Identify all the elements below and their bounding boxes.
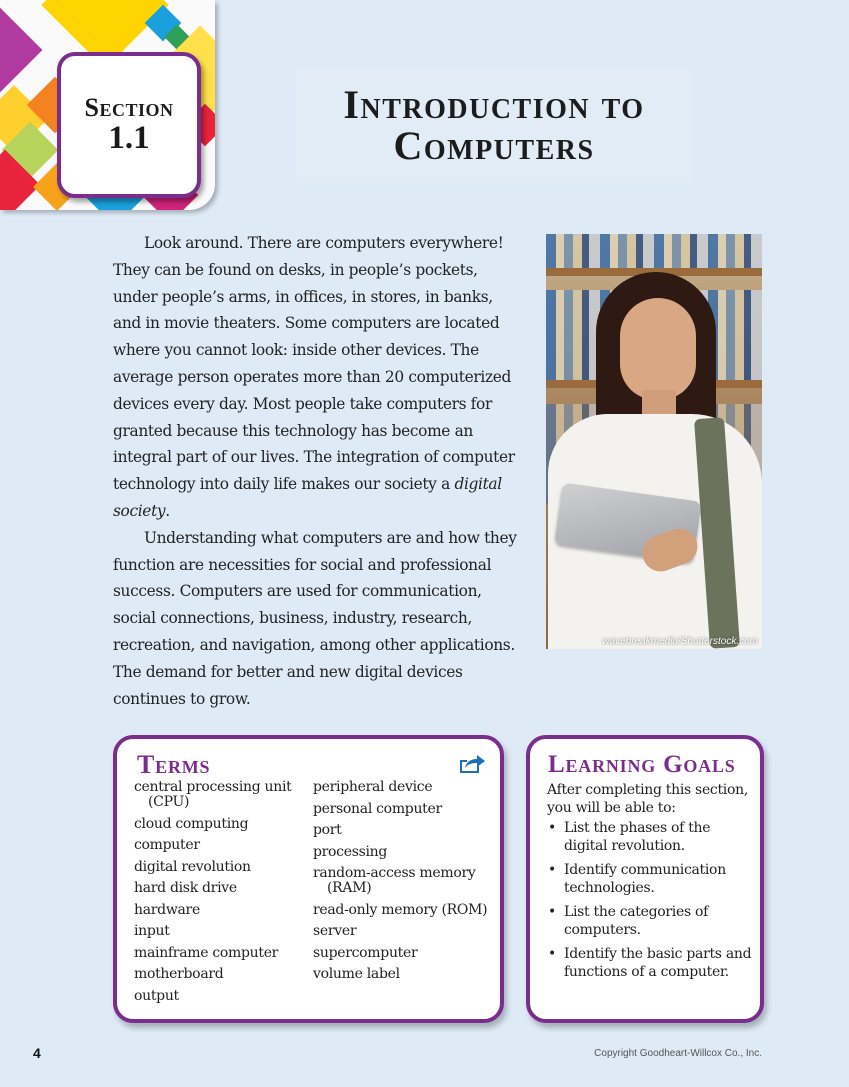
page-number: 4: [33, 1045, 41, 1061]
share-external-icon[interactable]: [458, 752, 486, 774]
body-paragraph-1: [113, 230, 525, 525]
term-item[interactable]: mainframe computer: [134, 944, 279, 961]
term-item[interactable]: computer: [134, 837, 200, 853]
term-item[interactable]: processing: [313, 843, 388, 860]
page-title-line-2: Computers: [393, 123, 595, 168]
learning-goal-text: List the phases of the digital revolution.: [564, 820, 711, 854]
term-item[interactable]: server: [313, 923, 357, 939]
learning-goal-item: [547, 903, 752, 939]
learning-goal-item: [547, 945, 752, 981]
term-item[interactable]: motherboard: [134, 966, 224, 982]
term-item[interactable]: digital revolution: [134, 858, 251, 875]
term-item[interactable]: read-only memory (ROM): [313, 901, 488, 918]
term-item[interactable]: hardware: [134, 901, 200, 918]
student-tablet-photo: [546, 234, 762, 649]
photo-credit: wavebreakmedia/Shutterstock.com: [602, 636, 758, 647]
term-item[interactable]: cloud computing: [134, 815, 249, 832]
term-item[interactable]: volume label: [313, 966, 400, 982]
section-number: 1.1: [108, 119, 150, 156]
term-item[interactable]: hard disk drive: [134, 880, 237, 896]
body-paragraph-2: Understanding what computers are and how they function are necessities for social and professional success. Computers are used for communication, social connections, business, industry, research, recreation, and navigation, among other applications. The demand for better and new digital devices continues to grow.: [113, 528, 517, 708]
learning-goal-item: [547, 861, 752, 897]
learning-goal-text: Identify the basic parts and functions of a computer.: [564, 946, 752, 980]
term-item[interactable]: supercomputer: [313, 944, 418, 961]
body-paragraph-1-end: .: [165, 501, 170, 520]
bullet-icon: •: [548, 904, 556, 920]
learning-goal-text: Identify communication technologies.: [564, 862, 726, 896]
terms-card: [113, 735, 504, 1023]
body-paragraph-1-text: Look around. There are computers everywhere! They can be found on desks, in people’s pockets, under people’s arms, in offices, in stores, in banks, and in movie theaters. Some computers are located where you cannot look: inside other devices. The average person operates more than 20 computerized devices every day. Most people take computers for granted because this technology has become an integral part of our lives. The integration of computer technology into daily life makes our society a: [113, 234, 515, 494]
term-item[interactable]: random-access memory (RAM): [313, 865, 476, 896]
term-item[interactable]: central processing unit (CPU): [134, 779, 292, 810]
learning-goals-title: Learning Goals: [548, 751, 736, 778]
term-item[interactable]: port: [313, 822, 342, 838]
terms-list-right: [313, 780, 493, 989]
copyright-notice: Copyright Goodheart-Willcox Co., Inc.: [594, 1048, 762, 1059]
decorative-square: [0, 8, 42, 93]
page-title: [296, 70, 692, 182]
learning-goal-text: List the categories of computers.: [564, 904, 709, 938]
learning-goals-list: [547, 819, 752, 987]
person-face: [620, 298, 696, 400]
learning-goals-card: [526, 735, 764, 1023]
term-item[interactable]: input: [134, 923, 170, 939]
bullet-icon: •: [548, 820, 556, 836]
term-item[interactable]: output: [134, 987, 179, 1004]
bookshelf-books: [546, 234, 762, 270]
body-text: [113, 230, 525, 712]
page-title-line-1: Introduction to: [343, 82, 645, 128]
terms-title: Terms: [137, 750, 211, 779]
terms-list-left: [134, 780, 304, 1010]
bullet-icon: •: [548, 946, 556, 962]
term-item[interactable]: peripheral device: [313, 779, 433, 795]
key-term-digital-society: digital society: [113, 475, 502, 520]
bullet-icon: •: [548, 862, 556, 878]
learning-goals-intro: After completing this section, you will be able to:: [547, 782, 748, 816]
learning-goal-item: [547, 819, 752, 855]
section-label: Section: [84, 92, 174, 122]
section-badge: [57, 52, 201, 198]
term-item[interactable]: personal computer: [313, 800, 442, 817]
